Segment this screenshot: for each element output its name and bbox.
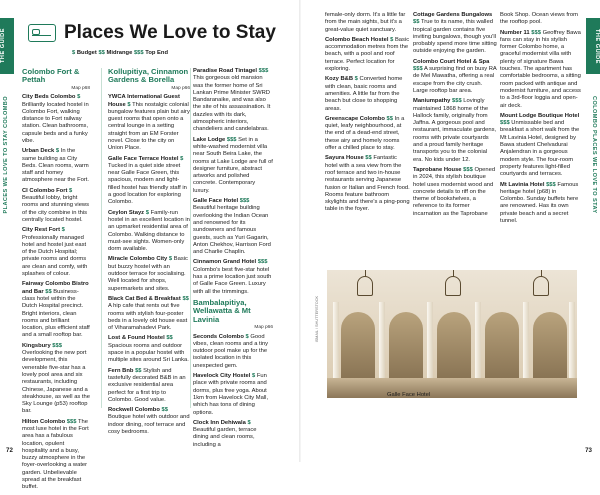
listing-name: Mt Lavinia Hotel (500, 181, 545, 188)
listing-name: Galle Face Hotel (193, 198, 239, 205)
listing-description: Good vibes, clean rooms and a tiny outdoor pool make up for the isolated location in this unexpected gem. (193, 333, 269, 369)
listing-entry (193, 137, 273, 195)
listing-description: Basic accommodation metres from the beach, with a pool and roof terrace. Perfect location for exploring. (325, 36, 410, 73)
listing-name: Black Cat Bed & Breakfast (108, 295, 181, 302)
listing-description: This gorgeous old mansion was the former home of Sri Lankan Prime Minister SWRD Bandaranaike, and was also the site of his assassination. It dazzles with its dark, atmospheric interiors, chandeliers and candelabras. (193, 75, 271, 133)
page-header (20, 22, 290, 62)
listing-name: City Rest Fort (22, 227, 61, 234)
listing-description: A surprising find on busy RA de Mel Mawatha, offering a real escape from the city crush. Large rooftop bar area. (413, 66, 497, 94)
column-5 (413, 12, 498, 221)
listing-entry (325, 155, 410, 213)
listing-entry (325, 116, 410, 152)
column-3 (193, 68, 273, 452)
listing-description: The most luxe hotel in the Fort area has a fabulous location, opulent hospitality and a busy, buzzy atmosphere in the foyer-overlooking a water garden. Unbelievable spread at the breakfast buffet. (22, 418, 89, 491)
listing-name: Fern Bnb (108, 367, 134, 374)
listing-price: $$ (45, 288, 52, 295)
listing-description: Fantastic hotel with a sea view from the roof terrace and two in-house restaurants serving Japanese fusion or Italian and French food. Rooms feature bathroom skylights and there's a ping-pong table in the foyer. (325, 155, 410, 213)
column-1 (22, 68, 90, 495)
listing-entry (108, 368, 190, 404)
side-running-head-right: COLOMBO PLACES WE LOVE TO STAY (591, 96, 597, 214)
listing-entry (108, 94, 190, 152)
listing-description: True to its name, this walled tropical garden contains five inviting bungalows, though you'll probably spend more time sitting outside enjoying the garden. (413, 19, 497, 55)
listing-description: Stylish and tastefully decorated B&B in an exclusive residential area perfect for a first trip to Colombo. Good value. (108, 367, 186, 403)
listing-price: $$$ (452, 98, 462, 105)
bed-icon (28, 24, 56, 42)
listing-entry (22, 148, 90, 184)
listing-description: Boutique hotel with outdoor and indoor dining, roof terrace and cosy bedrooms. (108, 414, 190, 435)
listing-entry (22, 188, 90, 224)
listing-description: Family-run hostel in an excellent location in an upmarket residential area of Colombo. Walking distance to must-see sights. Women-only dorm available. (108, 209, 190, 253)
listing-price: $$ (365, 155, 372, 162)
listing-entry (193, 68, 273, 134)
legend-mid-label: Midrange (106, 50, 133, 56)
listing-name: Ceylon Stayz (108, 209, 145, 216)
listing-entry (413, 59, 498, 95)
photo-credit: ISMAIL / SHUTTERSTOCK (315, 296, 319, 343)
listing-description: Beautiful heritage building overlooking the Indian Ocean and renowned for its sundowners and famous guests, such as Yuri Gagarin, Anton Chekhov, Harrison Ford and Charlie Chaplin. (193, 205, 271, 256)
listing-description: Opened in 2024, this stylish boutique hotel uses modernist wood and concrete details to riff on the theme of bookshelves, a reference to its former incarnation as the Taprobane (413, 166, 496, 217)
continued-text: female-only dorm. It's a little far from the main sights, but it's a great-value quiet sanctuary. (325, 12, 406, 33)
listing-price: $$$ (239, 198, 250, 205)
listing-price: $$$ (257, 259, 268, 266)
listing-entry (193, 373, 273, 417)
listing-entry (325, 76, 410, 112)
side-running-head-left: PLACES WE LOVE TO STAY COLOMBO (3, 96, 9, 214)
listing-price: $ (354, 76, 358, 83)
listing-entry (193, 198, 273, 256)
listing-entry (22, 343, 90, 416)
listing-price: $$$ (546, 181, 556, 188)
listing-name: Number 11 (500, 29, 530, 36)
section-title: Bambalapitiya, Wellawatta & Mt Lavinia (193, 297, 251, 324)
photo-caption: Galle Face Hotel (387, 392, 431, 398)
listing-entry (413, 167, 498, 218)
listing-price: $$$ (463, 166, 473, 173)
listing-entry (108, 296, 190, 332)
listing-description: Fun place with private rooms and dorms, plus free yoga. About 1km from Havelock City Mall, which has tons of dining options. (193, 373, 269, 416)
listing-price: $$$ (258, 68, 269, 74)
listing-entry (500, 30, 582, 110)
listing-name: Maniumpathy (413, 98, 451, 105)
legend-mid-symbol: $$ (98, 50, 105, 56)
listing-price: $ (77, 94, 81, 101)
listing-name: Kingsbury (22, 342, 51, 349)
listing-name: Urban Deck (22, 148, 55, 155)
listing-entry (193, 259, 273, 295)
listing-name: Lost & Found Hostel (108, 335, 165, 342)
listing-price: $$$ (226, 136, 237, 143)
listing-name: Kozy B&B (325, 76, 354, 83)
legend-budget-symbol: $ (72, 50, 76, 56)
listing-price: $ (145, 209, 149, 216)
listing-entry (413, 98, 498, 164)
listing-description: Beautiful lobby, bright rooms and stunning views of the city combine in this centrally located hostel. (22, 195, 90, 223)
listing-entry (108, 256, 190, 292)
listing-description: Tucked in a quiet side street near Galle Face Green, this spacious, modern and light-filled hostel has friendly staff in a good location for exploring Colombo. (108, 162, 187, 206)
listing-entry (413, 12, 498, 56)
listing-entry (22, 94, 90, 145)
listing-name: Sayura House (325, 155, 364, 162)
column-2 (108, 68, 190, 439)
listing-description: In a quiet, leafy neighbourhood, at the end of a dead-end street, these airy and homely rooms offer a chilled place to stay. (325, 115, 405, 152)
listing-description: Geoffrey Bawa fans can stay in his stylish former Colombo home, a graceful modernist villa with plenty of signature Bawa touches. The apartment has comfortable bedrooms, a sitting room packed with antique and modernist furniture, and access to a 3rd-floor loggia and open-air deck. (500, 29, 581, 109)
continued-text: Book Shop. Ocean views from the rooftop pool. (500, 12, 578, 26)
listing-price: $ (55, 148, 60, 155)
page-number-left: 72 (6, 447, 13, 454)
listing-entry (500, 113, 582, 179)
listing-name: Paradise Road Tintagel (193, 68, 258, 74)
side-tab-right: THE GUIDE (586, 18, 600, 74)
listing-name: CI Colombo Fort (22, 187, 68, 194)
listing-price: $$ (182, 295, 189, 302)
listing-name: Cottage Gardens Bungalows (413, 12, 493, 18)
legend-top-symbol: $$$ (133, 50, 144, 56)
listing-price: $$ (135, 367, 142, 374)
listing-price: $$$ (500, 120, 510, 127)
column-divider (101, 68, 102, 408)
listing-name: Clock Inn Dehiwala (193, 419, 246, 426)
listing-description: Business-class hotel within the Dutch Hospital precinct. Bright interiors, clean rooms and brilliant location, plus efficient staff and a small rooftop bar. (22, 288, 90, 339)
legend-budget-label: Budget (76, 50, 97, 56)
listing-price: $$ (161, 407, 168, 414)
listing-description: Set in a white-washed modernist villa near South Beira Lake, the rooms at Lake Lodge are full of designer furniture, abstract artworks and polished concrete. Contemporary luxury. (193, 136, 273, 194)
listing-entry (500, 182, 582, 226)
page-number-right: 73 (585, 447, 592, 454)
listing-price: $$$ (413, 66, 423, 73)
listing-price: $ (251, 373, 256, 380)
listing-price: $ (127, 101, 131, 108)
listing-entry (22, 227, 90, 278)
listing-entry (22, 281, 90, 339)
listing-entry (22, 419, 90, 492)
listing-name: Fairway Colombo Bistro and Bar (22, 281, 89, 295)
listing-name: Taprobane House (413, 166, 462, 173)
price-legend (72, 50, 168, 56)
section-heading (22, 68, 90, 93)
listing-description: Overlooking the new port development, this venerable five-star has a lovely pool area and six restaurants, including Chinese, Japanese and a steakhouse, as well as the Sky Lounge (p53) rooftop bar. (22, 350, 90, 415)
listing-entry (193, 420, 273, 449)
listing-description: Spacious rooms and outdoor space in a popular hostel with multiple sites around Sri Lanka. (108, 342, 189, 364)
section-heading (193, 299, 273, 333)
listing-entry (193, 334, 273, 370)
listing-price: $$$ (52, 342, 62, 349)
listing-name: Lake Lodge (193, 136, 226, 143)
side-tab-left: THE GUIDE (0, 18, 14, 74)
listing-price: $ (247, 419, 251, 426)
map-reference: Map p68 (71, 85, 90, 91)
section-heading (108, 68, 190, 93)
listing-description: Lovingly maintained 1868 home of the Hallock family, originally from Jaffna. A gorgeous pool and restaurant, immaculate gardens, rooms with private courtyards and a proud family heritage transports you to the colonial era. No kids under 12. (413, 98, 497, 163)
listing-description: Brilliantly located hostel in Colombo Fort, walking distance to Fort railway station. Clean bathrooms, capsule beds and a funky vibe. (22, 101, 89, 144)
listing-description: In the same building as City Beds. Clean rooms, warm staff and homey atmosphere near the Fort. (22, 148, 90, 184)
section-title: Colombo Fort & Pettah (22, 67, 80, 85)
listing-description: Beautiful garden, terrace dining and clean rooms, including a (193, 427, 257, 448)
listing-price: $$ (386, 115, 393, 122)
listing-description: A hip cafe that rents out five rooms with stylish four-poster beds in a lovely old house east of Viharamahadevi Park. (108, 303, 188, 332)
section-title: Kollupitiya, Cinnamon Gardens & Borella (108, 67, 189, 85)
map-reference: Map p66 (254, 325, 273, 331)
listing-description: Unmissable bed and breakfast a short walk from the Mt Lavinia Hotel, designed by Bawa student Chelvadurai Anjalendran in a gorgeous modern style. The four-room property features light-filled courtyards and terraces. (500, 120, 580, 178)
listing-name: Colombo Beach Hostel (325, 36, 389, 43)
listing-name: City Beds Colombo (22, 94, 76, 101)
listing-price: $ (390, 36, 394, 43)
listing-price: $ (180, 155, 184, 162)
listing-name: Galle Face Terrace Hostel (108, 155, 179, 162)
listing-description: Basic but buzzy hostel with an outdoor terrace for socialising. Well located for shops, supermarkets and sites. (108, 256, 188, 292)
page-gutter (299, 0, 301, 462)
listing-description: This nostalgic colonial bungalow features plain but airy guest rooms that open onto a central lounge in a setting straight from an EM Forster novel. Close to the city on Union Place. (108, 101, 190, 152)
listing-entry (325, 37, 410, 73)
listing-price: $$$ (531, 29, 541, 36)
listing-name: Cinnamon Grand Hotel (193, 259, 257, 266)
listing-price: $$$ (66, 418, 77, 425)
listing-price: $ (69, 187, 73, 194)
legend-top-label: Top End (145, 50, 168, 56)
listing-name: Hilton Colombo (22, 418, 66, 425)
listing-entry (108, 407, 190, 436)
listing-name: Rockwell Colombo (108, 407, 160, 414)
hotel-photo (327, 270, 577, 398)
listing-price: $$ (413, 19, 420, 26)
listing-name: Mount Lodge Boutique Hotel (500, 112, 580, 119)
listing-description: Colombo's best five-star hotel has a prime location just south of Galle Face Green. Luxury with all the trimmings. (193, 266, 272, 295)
listing-name: Seconds Colombo (193, 333, 244, 340)
listing-name: Colombo Court Hotel & Spa (413, 58, 490, 65)
listing-description: Famous heritage hotel (p68) in Colombo. Sunday buffets here are renowned. Has its own private beach and a secret tunnel. (500, 181, 579, 225)
listing-entry (108, 335, 190, 364)
column-4 (325, 12, 410, 217)
listing-description: Professionally managed hotel and hostel just east of the Dutch Hospital; private rooms and dorms are clean and comfy, with splashes of colour. (22, 234, 88, 278)
listing-name: Havelock City Hostel (193, 373, 251, 380)
map-reference: Map p66 (171, 85, 190, 91)
listing-price: $ (245, 333, 249, 340)
listing-price: $$ (166, 335, 173, 342)
listing-price: $ (61, 227, 65, 234)
listing-name: Greenscape Colombo (325, 115, 385, 122)
listing-name: Miracle Colombo City (108, 256, 168, 263)
listing-entry (108, 210, 190, 254)
column-divider (190, 68, 191, 408)
page-title: Places We Love to Stay (64, 22, 276, 43)
listing-description: Converted home with clean, basic rooms and amenities. A little far from the beach but close to shopping areas. (325, 76, 403, 112)
listing-name: YWCA International Guest House (108, 94, 180, 108)
listing-entry (108, 156, 190, 207)
column-6 (500, 12, 582, 228)
listing-price: $ (168, 256, 173, 263)
